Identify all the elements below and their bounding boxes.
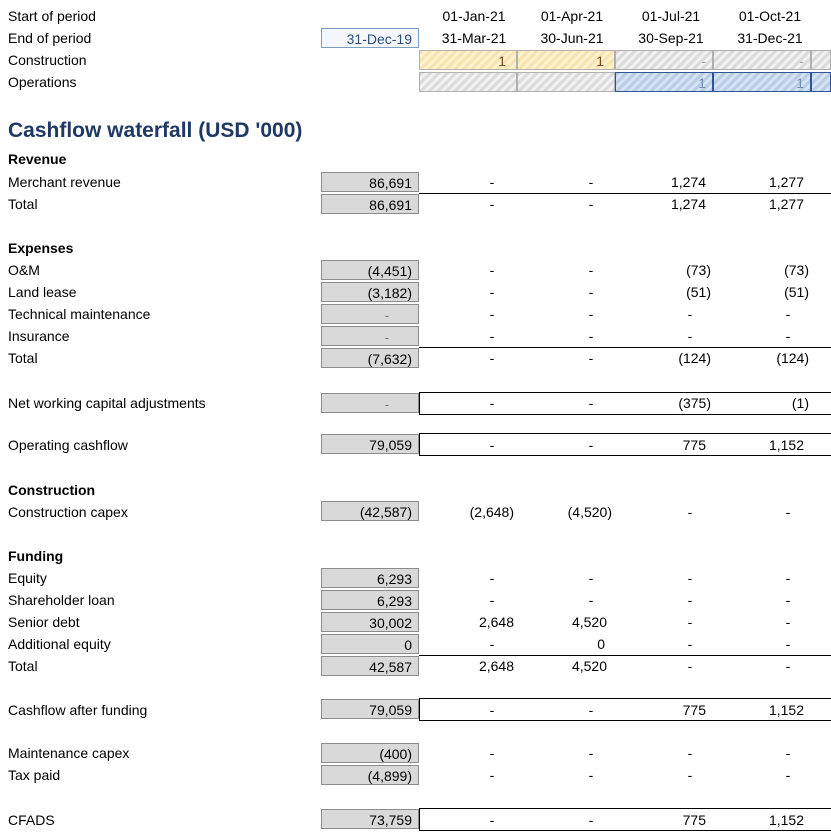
value-cell[interactable]: (1) bbox=[791, 395, 809, 411]
row-label: Land lease bbox=[8, 284, 77, 300]
value-cell[interactable]: - bbox=[489, 306, 495, 322]
value-cell[interactable]: - bbox=[588, 284, 594, 300]
value-cell[interactable]: 775 bbox=[682, 437, 706, 453]
value-cell[interactable]: - bbox=[588, 702, 594, 718]
value-cell[interactable]: (51) bbox=[784, 284, 809, 300]
value-cell[interactable]: - bbox=[588, 745, 594, 761]
value-cell[interactable]: (124) bbox=[776, 350, 809, 366]
value-cell[interactable]: - bbox=[489, 636, 495, 652]
row-label: CFADS bbox=[8, 812, 55, 828]
value-cell[interactable]: - bbox=[588, 592, 594, 608]
row-label: Total bbox=[8, 658, 38, 674]
period-end-cell[interactable]: 31-Dec-21 bbox=[737, 30, 803, 46]
value-cell[interactable]: - bbox=[588, 437, 594, 453]
construction-flag-label: Construction bbox=[8, 52, 87, 68]
construction-flag-cell[interactable]: 1 bbox=[419, 50, 517, 70]
value-cell[interactable]: - bbox=[785, 504, 791, 520]
row-total-cell[interactable]: 6,293 bbox=[321, 568, 419, 588]
period-start-cell[interactable]: 01-Apr-21 bbox=[540, 8, 604, 24]
operations-flag-cell[interactable]: 1 bbox=[615, 72, 713, 92]
value-cell[interactable]: 775 bbox=[682, 702, 706, 718]
row-label: Additional equity bbox=[8, 636, 111, 652]
row-label: Maintenance capex bbox=[8, 745, 130, 761]
row-total-cell[interactable]: (3,182) bbox=[321, 282, 419, 302]
period-start-cell[interactable]: 01-Jan-21 bbox=[442, 8, 506, 24]
value-cell[interactable]: 2,648 bbox=[478, 614, 514, 630]
row-label: Senior debt bbox=[8, 614, 80, 630]
construction-flag-cell[interactable]: - bbox=[615, 50, 713, 70]
value-cell[interactable]: - bbox=[588, 767, 594, 783]
value-cell[interactable]: - bbox=[785, 636, 791, 652]
row-total-cell[interactable]: - bbox=[321, 304, 419, 324]
value-cell[interactable]: 1,152 bbox=[768, 702, 804, 718]
value-cell[interactable]: - bbox=[785, 767, 791, 783]
row-total-cell[interactable]: (400) bbox=[321, 743, 419, 763]
value-cell[interactable]: - bbox=[687, 592, 693, 608]
value-cell[interactable]: 4,520 bbox=[571, 614, 607, 630]
value-cell[interactable]: 4,520 bbox=[571, 658, 607, 674]
value-cell[interactable]: 0 bbox=[597, 636, 605, 652]
value-cell[interactable]: - bbox=[489, 812, 495, 828]
row-label: Merchant revenue bbox=[8, 174, 121, 190]
end-of-period-input-cell[interactable]: 31-Dec-19 bbox=[321, 28, 419, 48]
operations-flag-cell[interactable] bbox=[811, 72, 831, 92]
value-cell[interactable]: 1,152 bbox=[768, 812, 804, 828]
value-cell[interactable]: (2,648) bbox=[469, 504, 514, 520]
value-cell[interactable]: - bbox=[588, 196, 594, 212]
value-cell[interactable]: 1,277 bbox=[768, 196, 804, 212]
value-cell[interactable]: - bbox=[489, 196, 495, 212]
section-heading-construction: Construction bbox=[8, 482, 96, 498]
value-cell[interactable]: (73) bbox=[686, 262, 711, 278]
value-cell[interactable]: - bbox=[687, 767, 693, 783]
value-cell[interactable]: - bbox=[489, 745, 495, 761]
row-total-cell[interactable]: 42,587 bbox=[321, 656, 419, 676]
value-cell[interactable]: - bbox=[687, 306, 693, 322]
value-cell[interactable]: - bbox=[588, 395, 594, 411]
value-cell[interactable]: - bbox=[588, 812, 594, 828]
value-cell[interactable]: 1,277 bbox=[768, 174, 804, 190]
row-total-cell[interactable]: 73,759 bbox=[321, 809, 419, 829]
row-total-cell[interactable]: 86,691 bbox=[321, 172, 419, 192]
row-total-cell[interactable]: (7,632) bbox=[321, 348, 419, 368]
value-cell[interactable]: - bbox=[785, 614, 791, 630]
row-total-cell[interactable]: 30,002 bbox=[321, 612, 419, 632]
period-end-cell[interactable]: 30-Jun-21 bbox=[540, 30, 604, 46]
value-cell[interactable]: - bbox=[687, 658, 693, 674]
period-start-cell[interactable]: 01-Oct-21 bbox=[738, 8, 802, 24]
value-cell[interactable]: - bbox=[588, 350, 594, 366]
operations-flag-label: Operations bbox=[8, 74, 77, 90]
value-cell[interactable]: - bbox=[785, 745, 791, 761]
value-cell[interactable]: 1,274 bbox=[670, 196, 706, 212]
value-cell[interactable]: - bbox=[489, 570, 495, 586]
row-total-cell[interactable]: 86,691 bbox=[321, 194, 419, 214]
value-cell[interactable]: - bbox=[785, 570, 791, 586]
construction-flag-cell[interactable]: 1 bbox=[517, 50, 615, 70]
value-cell[interactable]: - bbox=[687, 745, 693, 761]
page-title: Cashflow waterfall (USD '000) bbox=[8, 119, 303, 142]
value-cell[interactable]: - bbox=[785, 328, 791, 344]
value-cell[interactable]: 1,152 bbox=[768, 437, 804, 453]
row-label: Construction capex bbox=[8, 504, 128, 520]
value-cell[interactable]: (51) bbox=[686, 284, 711, 300]
row-label: Insurance bbox=[8, 328, 70, 344]
row-total-cell[interactable]: - bbox=[321, 393, 419, 413]
value-cell[interactable]: - bbox=[489, 592, 495, 608]
value-cell[interactable]: - bbox=[588, 328, 594, 344]
value-cell[interactable]: - bbox=[489, 328, 495, 344]
value-cell[interactable]: (375) bbox=[678, 395, 711, 411]
value-cell[interactable]: - bbox=[489, 284, 495, 300]
row-total-cell[interactable]: - bbox=[321, 326, 419, 346]
row-total-cell[interactable]: 79,059 bbox=[321, 699, 419, 719]
end-of-period-label: End of period bbox=[8, 30, 92, 46]
row-label: O&M bbox=[8, 262, 40, 278]
row-total-cell[interactable]: 0 bbox=[321, 634, 419, 654]
operations-flag-cell[interactable]: 1 bbox=[713, 72, 811, 92]
operations-flag-cell[interactable] bbox=[517, 72, 615, 92]
period-end-cell[interactable]: 30-Sep-21 bbox=[638, 30, 704, 46]
value-cell[interactable]: (4,520) bbox=[567, 504, 612, 520]
row-label: Shareholder loan bbox=[8, 592, 115, 608]
row-label: Equity bbox=[8, 570, 47, 586]
value-cell[interactable]: - bbox=[687, 636, 693, 652]
value-cell[interactable]: - bbox=[785, 658, 791, 674]
value-cell[interactable]: - bbox=[785, 592, 791, 608]
row-label: Total bbox=[8, 350, 38, 366]
operations-flag-cell[interactable] bbox=[419, 72, 517, 92]
period-start-cell[interactable]: 01-Jul-21 bbox=[641, 8, 701, 24]
period-end-cell[interactable]: 31-Mar-21 bbox=[441, 30, 507, 46]
value-cell[interactable]: - bbox=[687, 614, 693, 630]
row-label: Operating cashflow bbox=[8, 437, 128, 453]
value-cell[interactable]: - bbox=[588, 306, 594, 322]
value-cell[interactable]: - bbox=[489, 350, 495, 366]
section-heading-revenue: Revenue bbox=[8, 151, 67, 167]
value-cell[interactable]: - bbox=[785, 306, 791, 322]
row-total-cell[interactable]: 6,293 bbox=[321, 590, 419, 610]
value-cell[interactable]: - bbox=[489, 437, 495, 453]
value-cell[interactable]: - bbox=[687, 504, 693, 520]
value-cell[interactable]: - bbox=[687, 570, 693, 586]
start-of-period-label: Start of period bbox=[8, 8, 96, 24]
value-cell[interactable]: - bbox=[489, 702, 495, 718]
construction-flag-cell[interactable] bbox=[811, 50, 831, 70]
row-label: Net working capital adjustments bbox=[8, 395, 206, 411]
value-cell[interactable]: - bbox=[687, 328, 693, 344]
construction-flag-cell[interactable]: - bbox=[713, 50, 811, 70]
value-cell[interactable]: - bbox=[489, 395, 495, 411]
row-label: Cashflow after funding bbox=[8, 702, 148, 718]
section-heading-expenses: Expenses bbox=[8, 240, 74, 256]
value-cell[interactable]: - bbox=[588, 262, 594, 278]
value-cell[interactable]: (124) bbox=[678, 350, 711, 366]
row-total-cell[interactable]: (4,899) bbox=[321, 765, 419, 785]
value-cell[interactable]: - bbox=[588, 570, 594, 586]
row-total-cell[interactable]: (42,587) bbox=[321, 501, 419, 521]
row-total-cell[interactable]: (4,451) bbox=[321, 260, 419, 280]
row-total-cell[interactable]: 79,059 bbox=[321, 434, 419, 454]
row-label: Tax paid bbox=[8, 767, 61, 783]
value-cell[interactable]: 775 bbox=[682, 812, 706, 828]
value-cell[interactable]: - bbox=[489, 767, 495, 783]
value-cell[interactable]: 1,274 bbox=[670, 174, 706, 190]
value-cell[interactable]: - bbox=[489, 174, 495, 190]
row-label: Total bbox=[8, 196, 38, 212]
row-label: Technical maintenance bbox=[8, 306, 151, 322]
value-cell[interactable]: (73) bbox=[784, 262, 809, 278]
value-cell[interactable]: - bbox=[588, 174, 594, 190]
value-cell[interactable]: 2,648 bbox=[478, 658, 514, 674]
section-heading-funding: Funding bbox=[8, 548, 64, 564]
value-cell[interactable]: - bbox=[489, 262, 495, 278]
